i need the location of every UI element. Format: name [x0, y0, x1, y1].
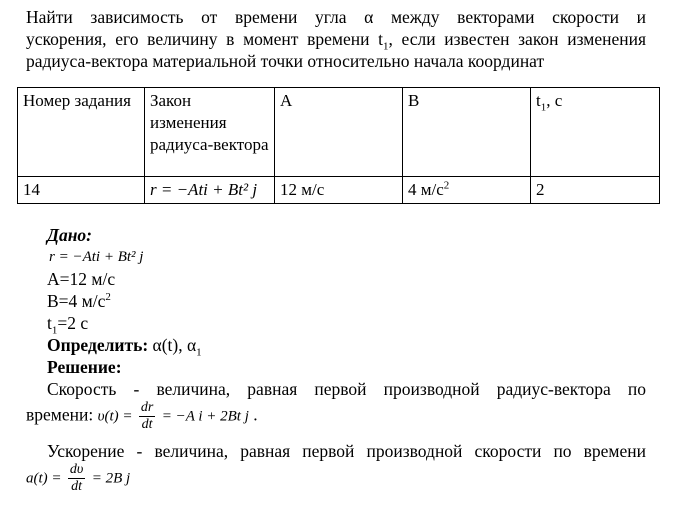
given-b: В=4 $м/с^2$ [47, 291, 111, 311]
problem-line-2: ускорения, его величину в момент времени $t_1$, если известен закон изменения [26, 29, 646, 53]
given-t1: $t_1=2$ с [47, 313, 89, 337]
speed-line-1: Скорость - величина, равная первой производной радиус-вектора по [47, 379, 646, 399]
header-t1: $t_1$, с [531, 88, 660, 177]
solution-title: Решение: [47, 357, 122, 377]
header-number: Номер задания [18, 88, 145, 177]
task-table [17, 87, 660, 204]
given-law: r = −Ati + Bt² j [49, 249, 144, 265]
problem-statement [26, 6, 646, 72]
cell-b: 4 $м/с^2$ [403, 177, 531, 204]
cell-a: 12 м/с [275, 177, 403, 204]
given-a: А=12 м/с [47, 269, 116, 289]
header-a: А [275, 88, 403, 177]
speed-line-2: времени: υ(t) = $\frac{dr}{dt}$ = −A i + 2Bt j . [26, 400, 258, 432]
accel-line-1: Ускорение - величина, равная первой производной скорости по времени [47, 441, 646, 461]
header-b: В [403, 88, 531, 177]
cell-t1: 2 [531, 177, 660, 204]
problem-line-3: радиуса-вектора материальной точки относительно начала координат [26, 51, 545, 71]
table-row [18, 177, 660, 204]
cell-law: r = −Ati + Bt² j [145, 177, 275, 204]
header-law: Закон изменения радиуса-вектора [145, 88, 275, 177]
speed-fraction: $\frac{dr}{dt}$ [140, 400, 154, 432]
table-header-row [18, 88, 660, 177]
problem-line-1: Найти зависимость от времени угла α между векторами скорости и [26, 7, 646, 27]
determine-line: Определить: α(t), $\alpha_1$ [47, 335, 202, 359]
accel-fraction: $\frac{d\upsilon}{dt}$ [69, 462, 84, 494]
cell-number: 14 [18, 177, 145, 204]
accel-line-2: a(t) = $\frac{d\upsilon}{dt}$ = 2B j [26, 462, 131, 494]
given-title: Дано: [47, 225, 92, 245]
given-section [47, 224, 202, 378]
